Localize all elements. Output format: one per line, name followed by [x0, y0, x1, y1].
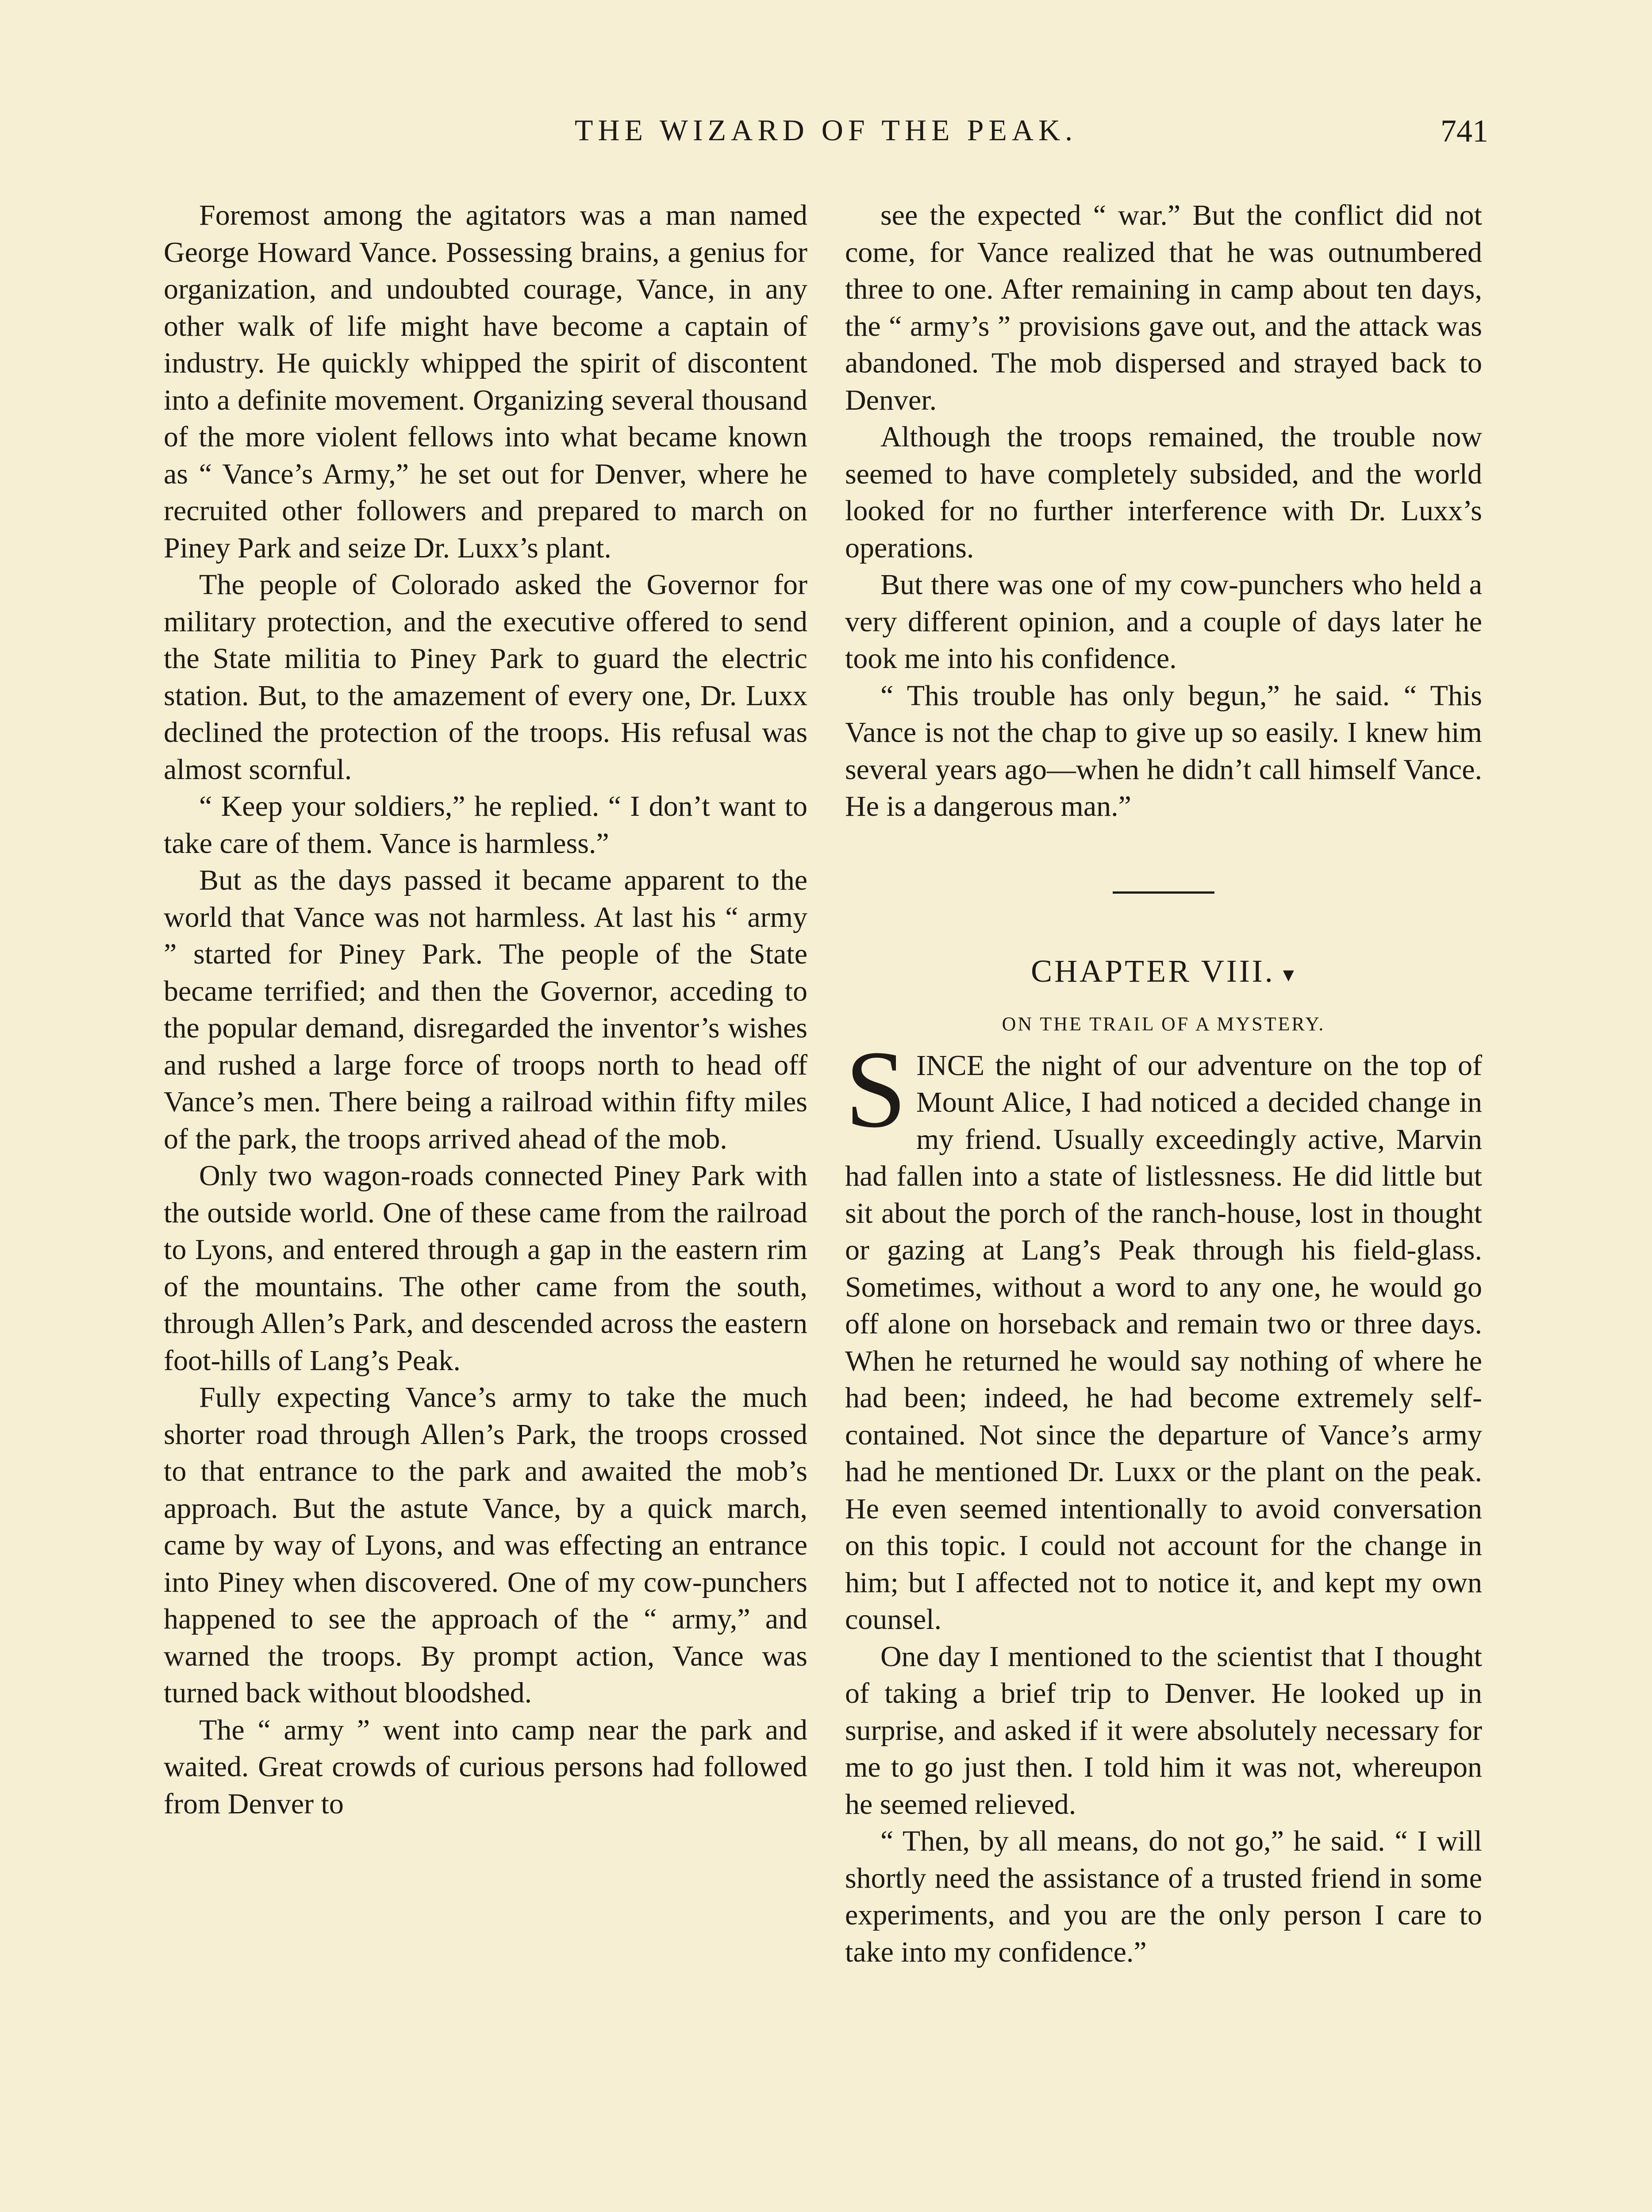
paragraph: see the expected “ war.” But the conflict did not come, for Vance realized that he was outnumbered three to one. After remaining in camp about ten days, the “ army’s ” provisions gave out, and the attack was abandoned. The mob dispersed and strayed back to Denver. [845, 199, 1482, 416]
section-divider [1113, 891, 1214, 894]
drop-cap: S [845, 1028, 907, 1151]
paragraph: One day I mentioned to the scientist that I thought of taking a brief trip to Denver. He looked up in surprise, and asked if it were absolutely necessary for me to go just then. I told him it was not, whereupon he seemed relieved. [845, 1640, 1482, 1820]
left-column [164, 197, 807, 1822]
paragraph: Foremost among the agitators was a man named George Howard Vance. Possessing brains, a genius for organization, and undoubted courage, Vance, in any other walk of life might have become a captain of industry. He quickly whipped the spirit of discontent into a definite movement. Organizing several thousand of the more violent fellows into what became known as “ Vance’s Army,” he set out for Denver, where he recruited other followers and prepared to march on Piney Park and seize Dr. Luxx’s plant. [164, 199, 807, 564]
chapter-title-text: CHAPTER VIII. [1031, 953, 1275, 989]
page-number: 741 [1441, 113, 1488, 149]
paragraph: Only two wagon-roads connected Piney Park with the outside world. One of these came from the railroad to Lyons, and entered through a gap in the eastern rim of the mountains. The other came from the south, through Allen’s Park, and descended across the eastern foot-hills of Lang’s Peak. [164, 1160, 807, 1377]
paragraph: “ Keep your soldiers,” he replied. “ I don’t want to take care of them. Vance is harmless.” [164, 790, 807, 860]
ornament-mark-icon: ▾ [1283, 961, 1296, 987]
right-column [845, 197, 1482, 1970]
paragraph: The “ army ” went into camp near the park and waited. Great crowds of curious persons had followed from Denver to [164, 1713, 807, 1820]
paragraph: But as the days passed it became apparent to the world that Vance was not harmless. At last his “ army ” started for Piney Park. The people of the State became terrified; and then the Governor, acceding to the popular demand, disregarded the inventor’s wishes and rushed a large force of troops north to head off Vance’s men. There being a railroad within fifty miles of the park, the troops arrived ahead of the mob. [164, 864, 807, 1155]
paragraph: “ Then, by all means, do not go,” he said. “ I will shortly need the assistance of a trusted friend in some experiments, and you are the only person I care to take into my confidence.” [845, 1825, 1482, 1968]
running-head: THE WIZARD OF THE PEAK. [574, 113, 1078, 147]
chapter-title [845, 951, 1482, 994]
paragraph: Although the troops remained, the trouble now seemed to have completely subsided, and the world looked for no further interference with Dr. Luxx’s operations. [845, 421, 1482, 564]
dropcap-paragraph-text: INCE the night of our adventure on the top of Mount Alice, I had noticed a decided change in my friend. Usually exceedingly active, Marvin had fallen into a state of listlessness. He did little but sit about the porch of the ranch-house, lost in thought or gazing at Lang’s Peak through his field-glass. Sometimes, without a word to any one, he would go off alone on horseback and remain two or three days. When he returned he would say nothing of where he had been; indeed, he had become extremely self-contained. Not since the departure of Vance’s army had he mentioned Dr. Luxx or the plant on the peak. He even seemed intentionally to avoid conversation on this topic. I could not account for the change in him; but I affected not to notice it, and kept my own counsel. [845, 1049, 1482, 1636]
page-header [164, 113, 1488, 157]
paragraph: But there was one of my cow-punchers who held a very different opinion, and a couple of days later he took me into his confidence. [845, 568, 1482, 675]
paragraph: The people of Colorado asked the Governor for military protection, and the executive offered to send the State militia to Piney Park to guard the electric station. But, to the amazement of every one, Dr. Luxx declined the protection of the troops. His refusal was almost scornful. [164, 568, 807, 786]
chapter-subtitle: ON THE TRAIL OF A MYSTERY. [1002, 1013, 1325, 1035]
paragraph: Fully expecting Vance’s army to take the much shorter road through Allen’s Park, the troops crossed to that entrance to the park and awaited the mob’s approach. But the astute Vance, by a quick march, came by way of Lyons, and was effecting an entrance into Piney when discovered. One of my cow-punchers happened to see the approach of the “ army,” and warned the troops. By prompt action, Vance was turned back without bloodshed. [164, 1381, 807, 1709]
paragraph: “ This trouble has only begun,” he said. “ This Vance is not the chap to give up so easily. I knew him several years ago—when he didn’t call himself Vance. He is a dangerous man.” [845, 679, 1482, 822]
dropcap-paragraph [845, 1028, 1482, 1638]
